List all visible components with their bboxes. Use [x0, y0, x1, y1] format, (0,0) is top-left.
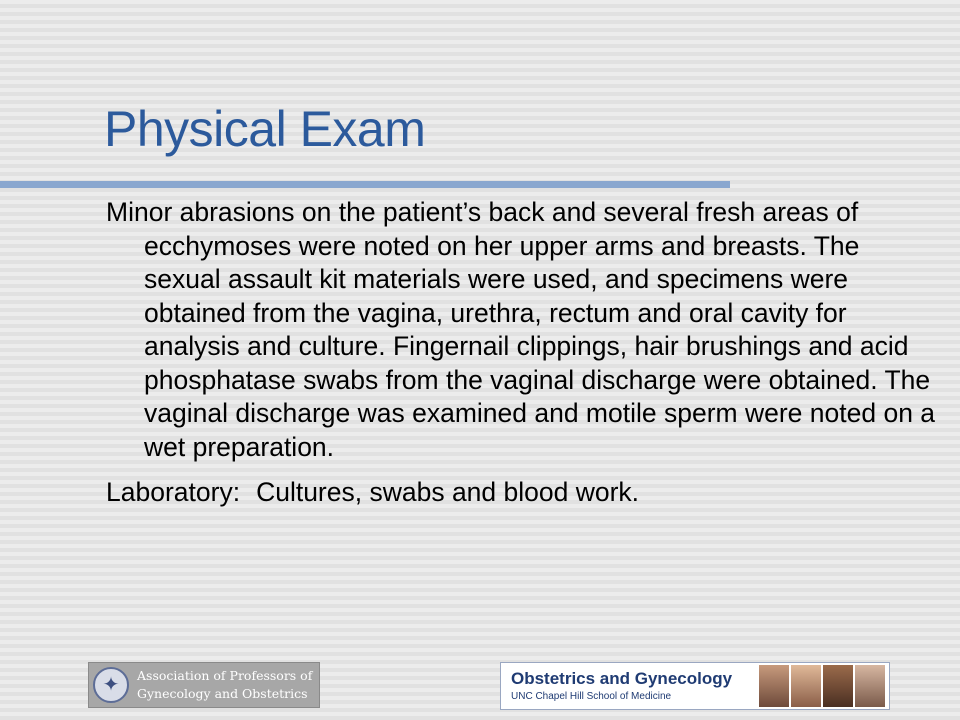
apgo-logo-text [137, 667, 312, 703]
slide-body [106, 196, 936, 510]
unc-logo-name: Obstetrics and Gynecology [511, 669, 733, 688]
laboratory-line [106, 476, 936, 510]
exam-paragraph: Minor abrasions on the patient’s back and several fresh areas of ecchymoses were noted on her upper arms and breasts. The sexual assault kit materials were used, and specimens were obtained from the vagina, urethra, rectum and oral cavity for analysis and culture. Fingernail clippings, hair brushings and acid phosphatase swabs from the vaginal discharge were obtained. The vaginal discharge was examined and motile sperm were noted on a wet preparation. [106, 197, 936, 462]
apgo-logo [88, 662, 320, 708]
title-divider [0, 181, 730, 188]
apgo-seal-icon: ✦ [93, 667, 129, 703]
laboratory-label: Laboratory: [106, 477, 241, 507]
photo-strip [759, 665, 885, 707]
portrait-photo [823, 665, 853, 707]
apgo-line-1: Association of Professors of [137, 668, 313, 683]
laboratory-value: Cultures, swabs and blood work. [256, 477, 640, 507]
portrait-photo [791, 665, 821, 707]
unc-obgyn-logo [500, 662, 890, 710]
apgo-line-2: Gynecology and Obstetrics [137, 686, 308, 701]
slide-title: Physical Exam [104, 101, 426, 157]
portrait-photo [855, 665, 885, 707]
unc-logo-subtitle: UNC Chapel Hill School of Medicine [511, 691, 672, 702]
portrait-photo [759, 665, 789, 707]
